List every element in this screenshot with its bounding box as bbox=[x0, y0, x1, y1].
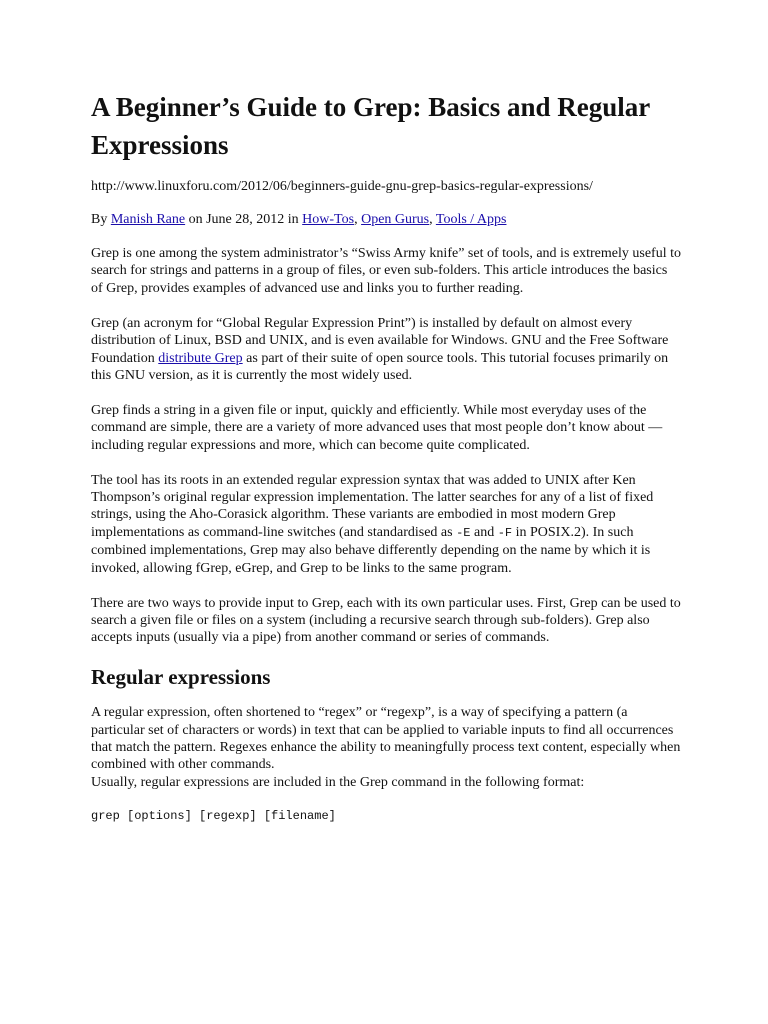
flag-f-code: -F bbox=[497, 525, 513, 540]
category-link-tools-apps[interactable]: Tools / Apps bbox=[435, 212, 507, 227]
paragraph-acronym bbox=[91, 315, 681, 385]
author-link[interactable]: Manish Rane bbox=[110, 212, 186, 227]
document-page bbox=[91, 88, 681, 824]
category-link-open-gurus[interactable]: Open Gurus bbox=[361, 212, 430, 227]
paragraph-text: The tool has its roots in an extended regular expression syntax that was added to UNIX after Ken Thompson’s original regular expression implementation. The latter searches for any of a list of fixed strings, using the Aho-Corasick algorithm. These variants are embodied in most modern Grep implementations as command-line switches (and standardised as bbox=[91, 472, 654, 540]
category-separator: , bbox=[354, 212, 362, 227]
article-title: A Beginner’s Guide to Grep: Basics and Regular Expressions bbox=[91, 92, 650, 160]
paragraph-input: There are two ways to provide input to Grep, each with its own particular uses. First, Grep can be used to search a given file or files on a system (including a recursive search through sub-folders). Grep also accepts inputs (usually via a pipe) from another command or series of commands. bbox=[91, 595, 681, 646]
byline-date: on June 28, 2012 in bbox=[185, 212, 303, 227]
paragraph-history bbox=[91, 472, 681, 577]
byline bbox=[91, 211, 681, 228]
distribute-grep-link[interactable]: distribute Grep bbox=[158, 350, 243, 366]
paragraph-text: as part of their suite of open source tools. This tutorial focuses primarily on this GNU version, as it is currently the most widely used. bbox=[91, 350, 669, 383]
category-separator: , bbox=[429, 212, 436, 227]
paragraph-usage: Grep finds a string in a given file or input, quickly and efficiently. While most everyday uses of the command are simple, there are a variety of more advanced uses that most people don’t know about — including regular expressions and more, which can become quite complicated. bbox=[91, 402, 663, 453]
byline-prefix: By bbox=[91, 212, 111, 227]
paragraph-text: Grep (an acronym for “Global Regular Expression Print”) is installed by default on almost every distribution of Linux, BSD and UNIX, and is even available for Windows. GNU and the Free Software Foundation bbox=[91, 315, 669, 366]
paragraph-format-intro: Usually, regular expressions are included in the Grep command in the following format: bbox=[91, 774, 585, 790]
paragraph-text: in POSIX.2). In such combined implementations, Grep may also behave differently depending on the name by which it is invoked, allowing fGrep, eGrep, and Grep to be links to the same program. bbox=[91, 524, 651, 576]
flag-e-code: -E bbox=[456, 525, 471, 540]
section-heading-regular-expressions: Regular expressions bbox=[91, 665, 271, 690]
paragraph-intro: Grep is one among the system administrator’s “Swiss Army knife” set of tools, and is extremely useful to search for strings and patterns in a group of files, or even sub-folders. This article introduces the basics of Grep, provides examples of advanced use and links you to further reading. bbox=[91, 246, 681, 296]
paragraph-text: and bbox=[470, 524, 498, 540]
paragraph-regex-definition: A regular expression, often shortened to “regex” or “regexp”, is a way of specifying a pattern (a particular set of characters or words) in text that can be applied to variable inputs to find all occurrences that match the pattern. Regexes enhance the ability to meaningfully process text content, especially when combined with other commands. bbox=[91, 705, 681, 773]
source-url: http://www.linuxforu.com/2012/06/beginners-guide-gnu-grep-basics-regular-expressions/ bbox=[91, 179, 593, 194]
category-link-how-tos[interactable]: How-Tos bbox=[302, 212, 355, 227]
command-example: grep [options] [regexp] [filename] bbox=[91, 809, 336, 824]
